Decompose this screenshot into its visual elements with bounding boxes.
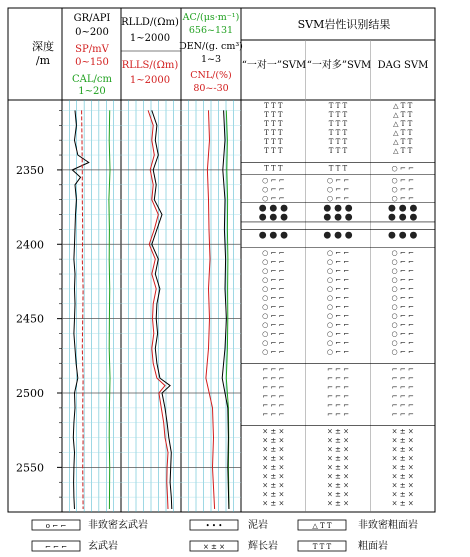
svm-col-2-header: “一对多”SVM: [306, 60, 372, 71]
litho-symbol-辉长岩-c3: × ± ×: [391, 490, 414, 499]
litho-symbol-泥岩-c2: ● ● ●: [323, 212, 353, 223]
litho-symbol-非致密玄武岩-c3: ○ ⌐ ⌐: [391, 258, 414, 267]
litho-symbol-辉长岩-c3: × ± ×: [391, 454, 414, 463]
litho-symbol-辉长岩-c2: × ± ×: [326, 436, 350, 445]
litho-symbol-非致密玄武岩-c2: ○ ⌐ ⌐: [326, 258, 350, 267]
litho-symbol-粗面岩-c2: T T T: [328, 129, 348, 137]
litho-symbol-非致密玄武岩-c2: ○ ⌐ ⌐: [326, 249, 350, 258]
litho-symbol-非致密玄武岩-c2: ○ ⌐ ⌐: [326, 294, 350, 303]
den-range: 1~3: [200, 54, 222, 65]
litho-symbol-玄武岩-c2: ⌐ ⌐ ⌐: [326, 383, 350, 392]
litho-symbol-粗面岩-c2: T T T: [328, 120, 348, 128]
rlls-label: RLLS/(Ωm): [121, 60, 179, 71]
ac-label: AC/(μs·m⁻¹): [182, 12, 240, 23]
litho-symbol-非致密玄武岩-c3: ○ ⌐ ⌐: [391, 249, 414, 258]
litho-symbol-玄武岩-c2: ⌐ ⌐ ⌐: [326, 410, 350, 419]
litho-symbol-非致密玄武岩-c1: ○ ⌐ ⌐: [262, 285, 285, 294]
litho-symbol-辉长岩-c2: × ± ×: [326, 463, 350, 472]
litho-symbol-玄武岩-c2: ⌐ ⌐ ⌐: [326, 401, 350, 410]
depth-tick-label-2350: 2350: [16, 163, 44, 177]
litho-symbol-粗面岩-c1: T T T: [264, 102, 283, 110]
litho-symbol-非致密玄武岩-c2: ○ ⌐ ⌐: [326, 176, 350, 185]
litho-symbol-非致密玄武岩-c1: ○ ⌐ ⌐: [262, 267, 285, 276]
litho-symbol-非致密玄武岩-c3: ○ ⌐ ⌐: [391, 267, 414, 276]
litho-symbol-非致密玄武岩-c1: ○ ⌐ ⌐: [262, 303, 285, 312]
litho-symbol-非致密粗面岩-c3: △ T T: [393, 147, 413, 155]
gr-label: GR/API: [73, 13, 111, 24]
litho-symbol-辉长岩-c3: × ± ×: [391, 445, 414, 454]
litho-symbol-辉长岩-c1: × ± ×: [262, 499, 285, 508]
litho-symbol-粗面岩-c1: T T T: [264, 138, 283, 146]
litho-symbol-辉长岩-c1: × ± ×: [262, 436, 285, 445]
litho-symbol-辉长岩-c1: × ± ×: [262, 427, 285, 436]
legend-label-1: 非致密玄武岩: [88, 520, 148, 531]
depth-header-line2: /m: [35, 54, 51, 67]
litho-symbol-辉长岩-c1: × ± ×: [262, 481, 285, 490]
litho-symbol-非致密玄武岩-c3: ○ ⌐ ⌐: [391, 339, 414, 348]
litho-symbol-非致密玄武岩-c1: ○ ⌐ ⌐: [262, 276, 285, 285]
litho-symbol-辉长岩-c3: × ± ×: [391, 472, 414, 481]
litho-symbol-非致密玄武岩-c2: ○ ⌐ ⌐: [326, 185, 350, 194]
litho-symbol-非致密玄武岩-c3: ○ ⌐ ⌐: [391, 312, 414, 321]
litho-symbol-非致密玄武岩-c3: ○ ⌐ ⌐: [391, 303, 414, 312]
litho-symbol-辉长岩-c2: × ± ×: [326, 445, 350, 454]
litho-symbol-非致密玄武岩-c2: ○ ⌐ ⌐: [326, 267, 350, 276]
litho-symbol-玄武岩-c1: ⌐ ⌐ ⌐: [262, 392, 285, 401]
litho-symbol-非致密玄武岩-c2: ○ ⌐ ⌐: [326, 194, 350, 203]
litho-symbol-泥岩-c3: ● ● ●: [388, 230, 418, 241]
litho-symbol-非致密玄武岩-c3: ○ ⌐ ⌐: [391, 285, 414, 294]
cnl-label: CNL/(%): [190, 70, 232, 81]
litho-symbol-非致密玄武岩-c3: ○ ⌐ ⌐: [391, 330, 414, 339]
litho-symbol-非致密玄武岩-c1: ○ ⌐ ⌐: [262, 176, 285, 185]
litho-symbol-玄武岩-c2: ⌐ ⌐ ⌐: [326, 392, 350, 401]
litho-symbol-玄武岩-c1: ⌐ ⌐ ⌐: [262, 374, 285, 383]
litho-symbol-粗面岩-c1: T T T: [264, 147, 283, 155]
depth-tick-label-2450: 2450: [16, 312, 44, 326]
litho-symbol-非致密粗面岩-c3: △ T T: [393, 120, 413, 128]
litho-symbol-非致密玄武岩-c1: ○ ⌐ ⌐: [262, 249, 285, 258]
litho-symbol-玄武岩-c1: ⌐ ⌐ ⌐: [262, 410, 285, 419]
litho-symbol-辉长岩-c1: × ± ×: [262, 454, 285, 463]
legend-symbol-6: T T T: [312, 543, 332, 551]
litho-symbol-粗面岩-c1: T T T: [264, 164, 283, 173]
litho-symbol-辉长岩-c2: × ± ×: [326, 481, 350, 490]
rlld-range: 1~2000: [129, 33, 171, 44]
svm-title: SVM岩性识别结果: [297, 18, 391, 31]
litho-symbol-非致密玄武岩-c1: ○ ⌐ ⌐: [262, 330, 285, 339]
litho-symbol-非致密玄武岩-c3: ○ ⌐ ⌐: [391, 276, 414, 285]
litho-symbol-辉长岩-c3: × ± ×: [391, 499, 414, 508]
litho-symbol-非致密玄武岩-c1: ○ ⌐ ⌐: [262, 194, 285, 203]
litho-symbol-非致密玄武岩-c3: ○ ⌐ ⌐: [391, 321, 414, 330]
litho-symbol-非致密粗面岩-c3: △ T T: [393, 129, 413, 137]
litho-symbol-非致密玄武岩-c3: ○ ⌐ ⌐: [391, 164, 414, 173]
litho-symbol-非致密玄武岩-c3: ○ ⌐ ⌐: [391, 348, 414, 357]
litho-symbol-辉长岩-c2: × ± ×: [326, 490, 350, 499]
litho-symbol-泥岩-c3: ● ● ●: [388, 212, 418, 223]
litho-symbol-非致密玄武岩-c1: ○ ⌐ ⌐: [262, 312, 285, 321]
legend-label-5: 辉长岩: [248, 541, 278, 552]
litho-symbol-粗面岩-c2: T T T: [328, 102, 348, 110]
depth-tick-label-2500: 2500: [16, 387, 44, 401]
litho-symbol-粗面岩-c1: T T T: [264, 129, 283, 137]
litho-symbol-辉长岩-c1: × ± ×: [262, 463, 285, 472]
litho-symbol-玄武岩-c1: ⌐ ⌐ ⌐: [262, 401, 285, 410]
legend-symbol-1: o ⌐ ⌐: [45, 522, 67, 530]
litho-symbol-粗面岩-c2: T T T: [328, 138, 348, 146]
rlls-range: 1~2000: [129, 75, 171, 86]
legend-label-4: 玄武岩: [88, 541, 118, 552]
litho-symbol-非致密玄武岩-c2: ○ ⌐ ⌐: [326, 348, 350, 357]
gr-range: 0~200: [75, 27, 109, 38]
litho-symbol-玄武岩-c3: ⌐ ⌐ ⌐: [391, 374, 414, 383]
litho-symbol-玄武岩-c2: ⌐ ⌐ ⌐: [326, 374, 350, 383]
litho-symbol-非致密玄武岩-c2: ○ ⌐ ⌐: [326, 303, 350, 312]
litho-symbol-泥岩-c3: ● ● ●: [388, 203, 418, 214]
legend-symbol-2: • • •: [205, 522, 223, 530]
ac-range: 656~131: [188, 25, 234, 36]
litho-symbol-非致密玄武岩-c2: ○ ⌐ ⌐: [326, 339, 350, 348]
litho-symbol-玄武岩-c3: ⌐ ⌐ ⌐: [391, 392, 414, 401]
litho-symbol-粗面岩-c2: T T T: [328, 147, 348, 155]
svm-col-1-header: “一对一”SVM: [241, 60, 307, 71]
depth-header-line1: 深度: [32, 40, 54, 53]
litho-symbol-泥岩-c2: ● ● ●: [323, 230, 353, 241]
litho-symbol-辉长岩-c2: × ± ×: [326, 454, 350, 463]
litho-symbol-辉长岩-c2: × ± ×: [326, 499, 350, 508]
litho-symbol-辉长岩-c3: × ± ×: [391, 463, 414, 472]
litho-symbol-玄武岩-c3: ⌐ ⌐ ⌐: [391, 365, 414, 374]
litho-symbol-非致密玄武岩-c1: ○ ⌐ ⌐: [262, 348, 285, 357]
cnl-range: 80~-30: [193, 83, 229, 94]
litho-symbol-辉长岩-c3: × ± ×: [391, 481, 414, 490]
litho-symbol-粗面岩-c1: T T T: [264, 120, 283, 128]
litho-symbol-非致密玄武岩-c3: ○ ⌐ ⌐: [391, 185, 414, 194]
litho-symbol-非致密玄武岩-c2: ○ ⌐ ⌐: [326, 321, 350, 330]
litho-symbol-泥岩-c1: ● ● ●: [258, 212, 288, 223]
litho-symbol-泥岩-c2: ● ● ●: [323, 203, 353, 214]
litho-symbol-非致密粗面岩-c3: △ T T: [393, 102, 413, 110]
litho-symbol-非致密玄武岩-c2: ○ ⌐ ⌐: [326, 330, 350, 339]
litho-symbol-辉长岩-c1: × ± ×: [262, 490, 285, 499]
litho-symbol-非致密玄武岩-c3: ○ ⌐ ⌐: [391, 294, 414, 303]
depth-tick-label-2400: 2400: [16, 238, 44, 252]
litho-symbol-玄武岩-c3: ⌐ ⌐ ⌐: [391, 401, 414, 410]
legend-symbol-3: △ T T: [312, 522, 332, 530]
cal-range: 1~20: [78, 86, 106, 97]
den-label: DEN/(g. cm³): [179, 41, 243, 52]
litho-symbol-非致密粗面岩-c3: △ T T: [393, 111, 413, 119]
litho-symbol-粗面岩-c2: T T T: [328, 111, 348, 119]
depth-tick-label-2550: 2550: [16, 461, 44, 475]
litho-symbol-非致密玄武岩-c2: ○ ⌐ ⌐: [326, 312, 350, 321]
litho-symbol-辉长岩-c3: × ± ×: [391, 427, 414, 436]
litho-symbol-玄武岩-c3: ⌐ ⌐ ⌐: [391, 410, 414, 419]
litho-symbol-非致密玄武岩-c2: ○ ⌐ ⌐: [326, 285, 350, 294]
rlld-label: RLLD/(Ωm): [121, 17, 179, 28]
litho-symbol-玄武岩-c1: ⌐ ⌐ ⌐: [262, 383, 285, 392]
svm-col-3-header: DAG SVM: [377, 60, 429, 71]
litho-symbol-辉长岩-c1: × ± ×: [262, 445, 285, 454]
cal-label: CAL/cm: [72, 74, 112, 85]
litho-symbol-非致密玄武岩-c1: ○ ⌐ ⌐: [262, 185, 285, 194]
sp-range: 0~150: [75, 57, 109, 68]
litho-symbol-非致密玄武岩-c1: ○ ⌐ ⌐: [262, 321, 285, 330]
legend-label-3: 非致密粗面岩: [358, 520, 418, 531]
legend-symbol-4: ⌐ ⌐ ⌐: [44, 543, 68, 551]
litho-symbol-非致密玄武岩-c3: ○ ⌐ ⌐: [391, 176, 414, 185]
litho-symbol-粗面岩-c1: T T T: [264, 111, 283, 119]
litho-symbol-辉长岩-c3: × ± ×: [391, 436, 414, 445]
sp-label: SP/mV: [75, 44, 109, 55]
litho-symbol-粗面岩-c2: T T T: [328, 164, 348, 173]
litho-symbol-玄武岩-c1: ⌐ ⌐ ⌐: [262, 365, 285, 374]
litho-symbol-辉长岩-c2: × ± ×: [326, 427, 350, 436]
litho-symbol-泥岩-c1: ● ● ●: [258, 230, 288, 241]
litho-symbol-非致密玄武岩-c1: ○ ⌐ ⌐: [262, 339, 285, 348]
litho-symbol-辉长岩-c1: × ± ×: [262, 472, 285, 481]
legend-label-2: 泥岩: [248, 520, 268, 531]
litho-symbol-辉长岩-c2: × ± ×: [326, 472, 350, 481]
litho-symbol-非致密玄武岩-c3: ○ ⌐ ⌐: [391, 194, 414, 203]
litho-symbol-泥岩-c1: ● ● ●: [258, 203, 288, 214]
litho-symbol-玄武岩-c2: ⌐ ⌐ ⌐: [326, 365, 350, 374]
litho-symbol-非致密玄武岩-c1: ○ ⌐ ⌐: [262, 258, 285, 267]
litho-symbol-非致密粗面岩-c3: △ T T: [393, 138, 413, 146]
litho-symbol-玄武岩-c3: ⌐ ⌐ ⌐: [391, 383, 414, 392]
legend-symbol-5: × ± ×: [202, 543, 226, 551]
litho-symbol-非致密玄武岩-c1: ○ ⌐ ⌐: [262, 294, 285, 303]
legend-label-6: 粗面岩: [358, 541, 388, 552]
litho-symbol-非致密玄武岩-c2: ○ ⌐ ⌐: [326, 276, 350, 285]
